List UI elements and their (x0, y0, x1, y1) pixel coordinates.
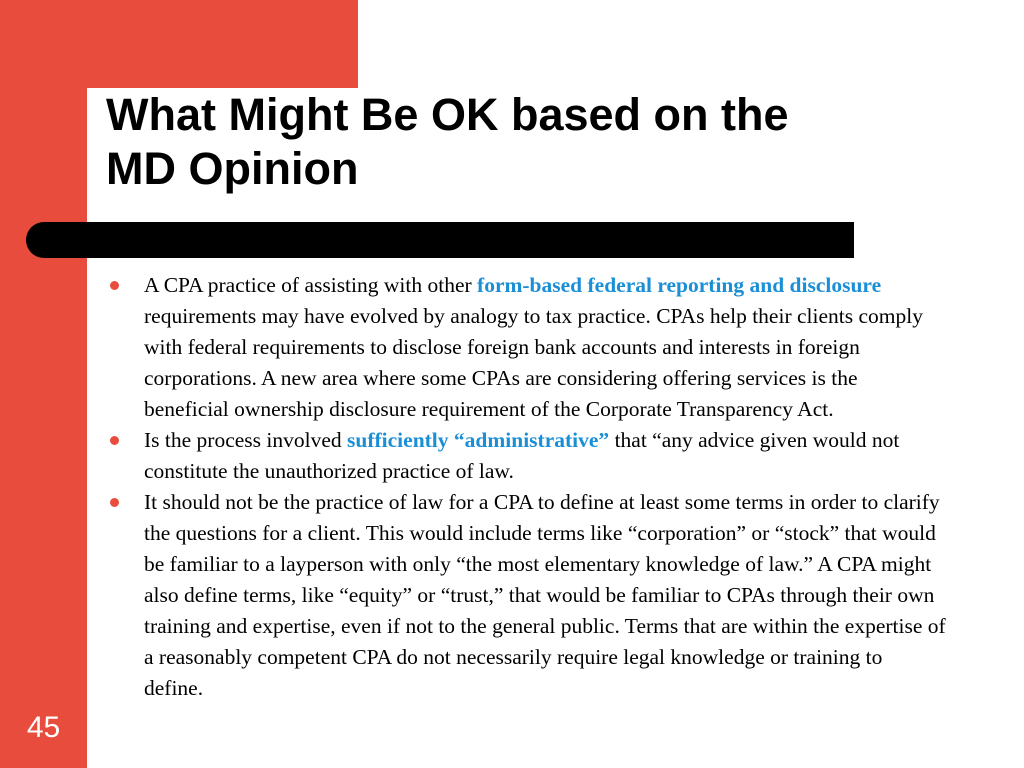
bullet-1-highlight: form-based federal reporting and disclosure (477, 273, 882, 297)
red-side-band (0, 0, 87, 768)
bullet-1-text-end: requirements may have evolved by analogy to tax practice. CPAs help their clients comply with federal requirements to disclose foreign bank accounts and interests in foreign corporations. A new area where some CPAs are considering offering services is the beneficial ownership disclosure requirement of the Corporate Transparency Act. (144, 304, 923, 421)
bullet-dot-icon (110, 498, 119, 507)
red-top-band (0, 0, 358, 88)
bullet-1-text-start: A CPA practice of assisting with other (144, 273, 478, 297)
bullet-list (106, 270, 946, 704)
bullet-item-1 (106, 270, 946, 425)
bullet-dot-icon (110, 281, 119, 290)
bullet-2-text-start: Is the process involved (144, 428, 348, 452)
bullet-3-text: It should not be the practice of law for a CPA to define at least some terms in order to clarify the questions for a client. This would include terms like “corporation” or “stock” that would be familiar to a layperson with only “the most elementary knowledge of law.” A CPA might also define terms, like “equity” or “trust,” that would be familiar to CPAs through their own training and expertise, even if not to the general public. Terms that are within the expertise of a reasonably competent CPA do not necessarily require legal knowledge or training to define. (144, 490, 946, 700)
slide-title-line-2: MD Opinion (106, 143, 359, 194)
slide-title (106, 88, 986, 196)
slide-title-line-1: What Might Be OK based on the (106, 89, 789, 140)
bullet-2-highlight: sufficiently “administrative” (347, 428, 610, 452)
title-divider-bar (26, 222, 854, 258)
bullet-item-2 (106, 425, 946, 487)
page-number: 45 (26, 711, 61, 744)
bullet-dot-icon (110, 436, 119, 445)
bullet-item-3 (106, 487, 946, 704)
bullet-2-text-end: that “any advice given would not constitute the unauthorized practice of law. (144, 428, 900, 483)
